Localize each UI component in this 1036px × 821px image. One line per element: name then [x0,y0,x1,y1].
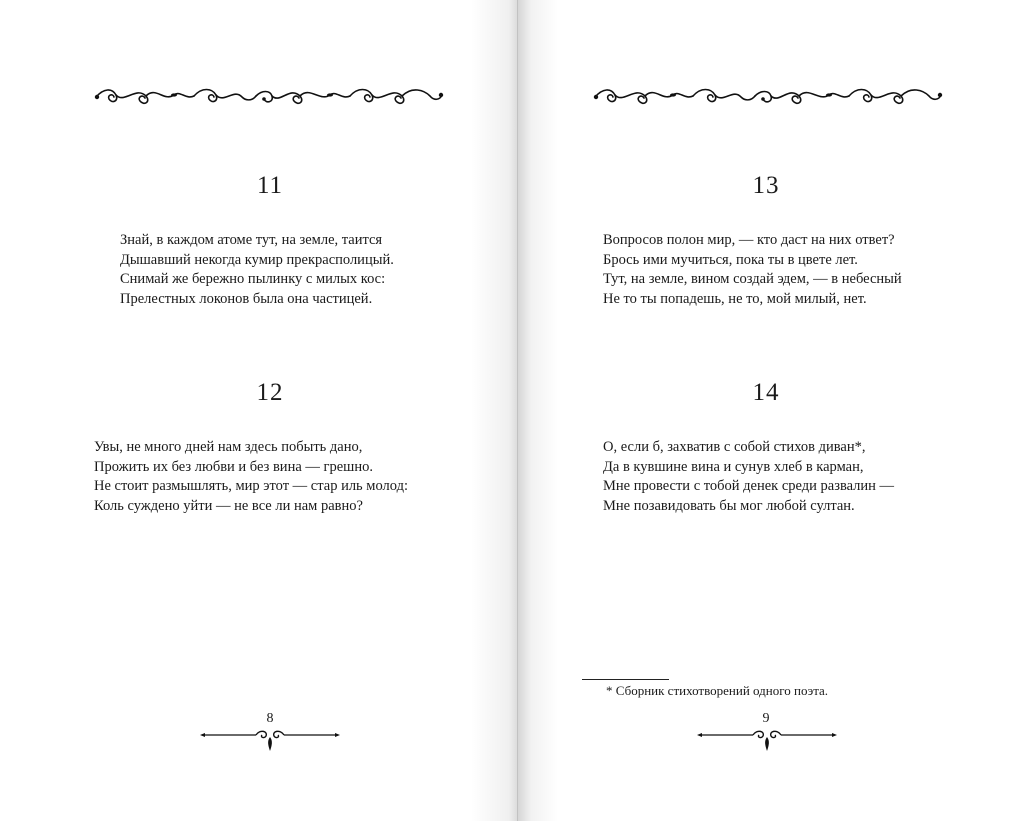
poem-line: Тут, на земле, вином создай эдем, — в небесный [603,271,902,288]
poem-line: Не то ты попадешь, не то, мой милый, нет. [603,290,867,307]
book-gutter [517,0,518,821]
fleuron-line-ornament-icon [198,727,342,753]
poem-line: Вопросов полон мир, — кто даст на них ответ? [603,232,895,248]
poem-line: Коль суждено уйти — не все ли нам равно? [94,497,363,514]
poem-line: Не стоит размышлять, мир этот — стар иль молод: [94,478,409,495]
poem-line: Снимай же бережно пылинку с милых кос: [120,271,386,288]
poem-stanza [94,438,408,516]
fleuron-line-ornament-icon [695,727,839,753]
poem-number: 11 [256,172,284,199]
footnote-rule [582,679,669,680]
poem-line: Брось ими мучиться, пока ты в цвете лет. [603,251,858,268]
poem-line: Знай, в каждом атоме тут, на земле, таится [120,232,383,248]
poem-stanza [120,231,394,309]
scroll-vine-ornament-icon [593,82,943,110]
poem-stanza [603,438,894,516]
poem-line: Прожить их без любви и без вина — грешно. [94,458,373,475]
scroll-vine-ornament-icon [94,82,444,110]
poem-number: 12 [256,379,284,406]
poem-line: О, если б, захватив с собой стихов диван*, [603,439,866,455]
poem-stanza [603,231,902,309]
poem-line: Прелестных локонов была она частицей. [120,290,373,307]
poem-number: 13 [752,172,780,199]
gutter-shadow [470,0,518,821]
poem-number: 14 [752,379,780,406]
right-page [518,0,1036,821]
page-number: 8 [266,711,274,726]
poem-line: Дышавший некогда кумир прекрасполицый. [120,251,394,268]
gutter-shadow [518,0,558,821]
page-number: 9 [762,711,770,726]
poem-line: Увы, не много дней нам здесь побыть дано, [94,439,363,455]
poem-line: Да в кувшине вина и сунув хлеб в карман, [603,458,864,475]
poem-line: Мне позавидовать бы мог любой султан. [603,497,855,514]
footnote: * Сборник стихотворений одного поэта. [606,683,829,698]
poem-line: Мне провести с тобой денек среди развалин — [603,478,895,495]
